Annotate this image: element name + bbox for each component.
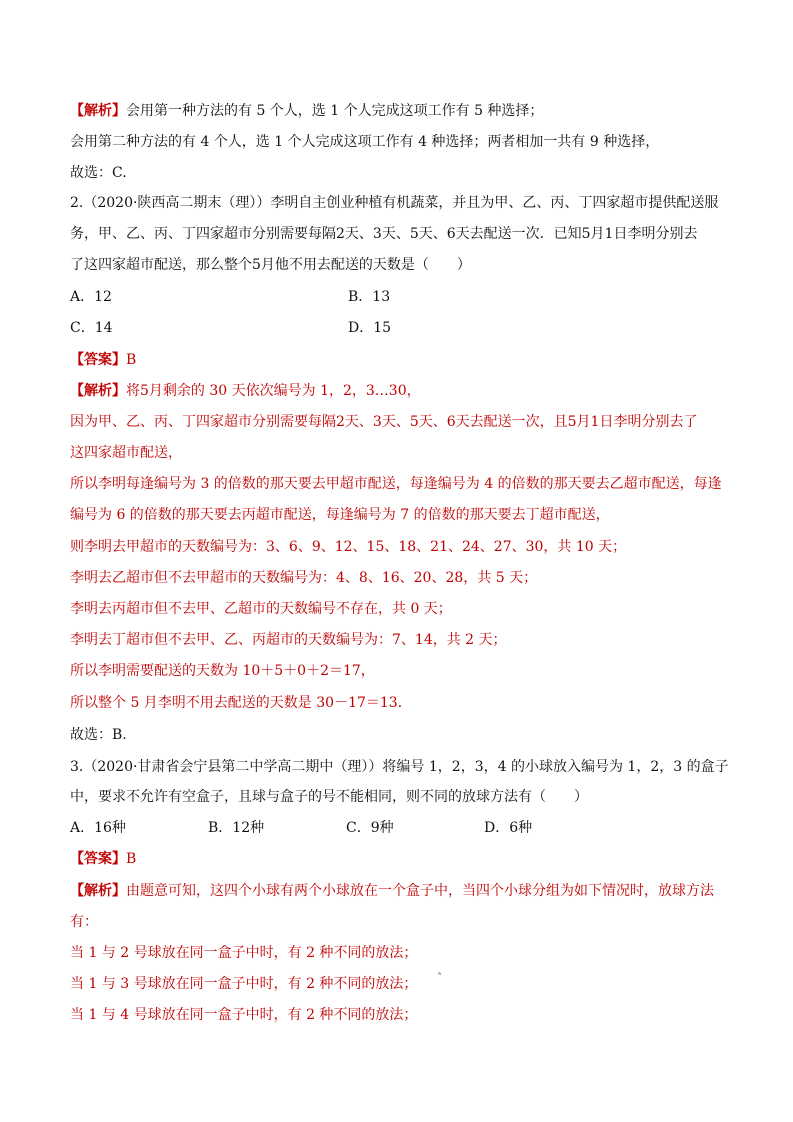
analysis-line (70, 381, 730, 401)
answer-value: B (126, 352, 137, 368)
analysis-line: 则李明去甲超市的天数编号为：3、6、9、12、15、18、21、24、27、30，共 10 天； (70, 539, 627, 555)
analysis-line: 这四家超市配送， (70, 445, 182, 461)
question-stem: 务，甲、乙、丙、丁四家超市分别需要每隔2天、3天、5天、6天去配送一次．已知5月1日李明分别去 (70, 226, 698, 242)
analysis-line: 会用第二种方法的有 4 个人，选 1 个人完成这项工作有 4 种选择；两者相加一共有 9 种选择， (70, 134, 660, 150)
answer-line (70, 849, 730, 869)
analysis-line (70, 881, 730, 901)
analysis-line: 李明去丁超市但不去甲、乙、丙超市的天数编号为：7、14，共 2 天； (70, 632, 507, 648)
answer-value: B (126, 851, 137, 867)
analysis-line: 李明去丙超市但不去甲、乙超市的天数编号不存在，共 0 天； (70, 601, 452, 617)
analysis-line: 所以李明每逢编号为 3 的倍数的那天要去甲超市配送，每逢编号为 4 的倍数的那天要去乙超市配送，每逢 (70, 476, 722, 492)
analysis-line: 所以李明需要配送的天数为 10＋5＋0＋2＝17， (70, 663, 375, 679)
question-stem: 了这四家超市配送，那么整个5月他不用去配送的天数是（ ） (70, 257, 471, 273)
analysis-line: 当 1 与 3 号球放在同一盒子中时，有 2 种不同的放法； (70, 976, 418, 992)
question-stem: 中，要求不允许有空盒子，且球与盒子的号不能相同，则不同的放球方法有（ ） (70, 789, 588, 805)
analysis-line: 所以整个 5 月李明不用去配送的天数是 30－17＝13． (70, 695, 412, 711)
option-a: A．12 (70, 289, 112, 305)
option-b: B．12种 (208, 820, 265, 836)
analysis-line: 故选：B. (70, 727, 127, 743)
analysis-line: 当 1 与 4 号球放在同一盒子中时，有 2 种不同的放法； (70, 1007, 418, 1023)
analysis-text: 会用第一种方法的有 5 个人，选 1 个人完成这项工作有 5 种选择； (126, 103, 544, 119)
option-d: D．6种 (484, 820, 533, 836)
analysis-line: 故选：C. (70, 165, 127, 181)
analysis-line: 当 1 与 2 号球放在同一盒子中时，有 2 种不同的放法； (70, 945, 418, 961)
stray-mark: ˆ (437, 973, 442, 984)
analysis-text: 由题意可知，这四个小球有两个小球放在一个盒子中，当四个小球分组为如下情况时，放球方法 (126, 883, 714, 899)
option-b: B．13 (348, 289, 391, 305)
option-c: C．14 (70, 320, 113, 336)
analysis-tag: 【解析】 (70, 383, 126, 399)
option-d: D．15 (348, 320, 392, 336)
option-c: C．9种 (346, 820, 394, 836)
analysis-line: 编号为 6 的倍数的那天要去丙超市配送，每逢编号为 7 的倍数的那天要去丁超市配送， (70, 507, 610, 523)
answer-tag: 【答案】 (70, 851, 126, 867)
answer-tag: 【答案】 (70, 352, 126, 368)
analysis-text: 将5月剩余的 30 天依次编号为 1，2，3…30， (126, 383, 421, 399)
answer-line (70, 350, 730, 370)
analysis-tag: 【解析】 (70, 883, 126, 899)
analysis-line: 因为甲、乙、丙、丁四家超市分别需要每隔2天、3天、5天、6天去配送一次，且5月1日李明分别去了 (70, 414, 698, 430)
analysis-tag: 【解析】 (70, 103, 126, 119)
question-stem: 2.（2020·陕西高二期末（理））李明自主创业种植有机蔬菜，并且为甲、乙、丙、丁四家超市提供配送服 (70, 195, 719, 211)
analysis-line: 有： (70, 914, 98, 930)
analysis-line (70, 101, 730, 121)
option-a: A．16种 (70, 820, 126, 836)
analysis-line: 李明去乙超市但不去甲超市的天数编号为：4、8、16、20、28，共 5 天； (70, 570, 538, 586)
question-stem: 3.（2020·甘肃省会宁县第二中学高二期中（理））将编号 1，2，3，4 的小球放入编号为 1，2，3 的盒子 (70, 759, 729, 775)
